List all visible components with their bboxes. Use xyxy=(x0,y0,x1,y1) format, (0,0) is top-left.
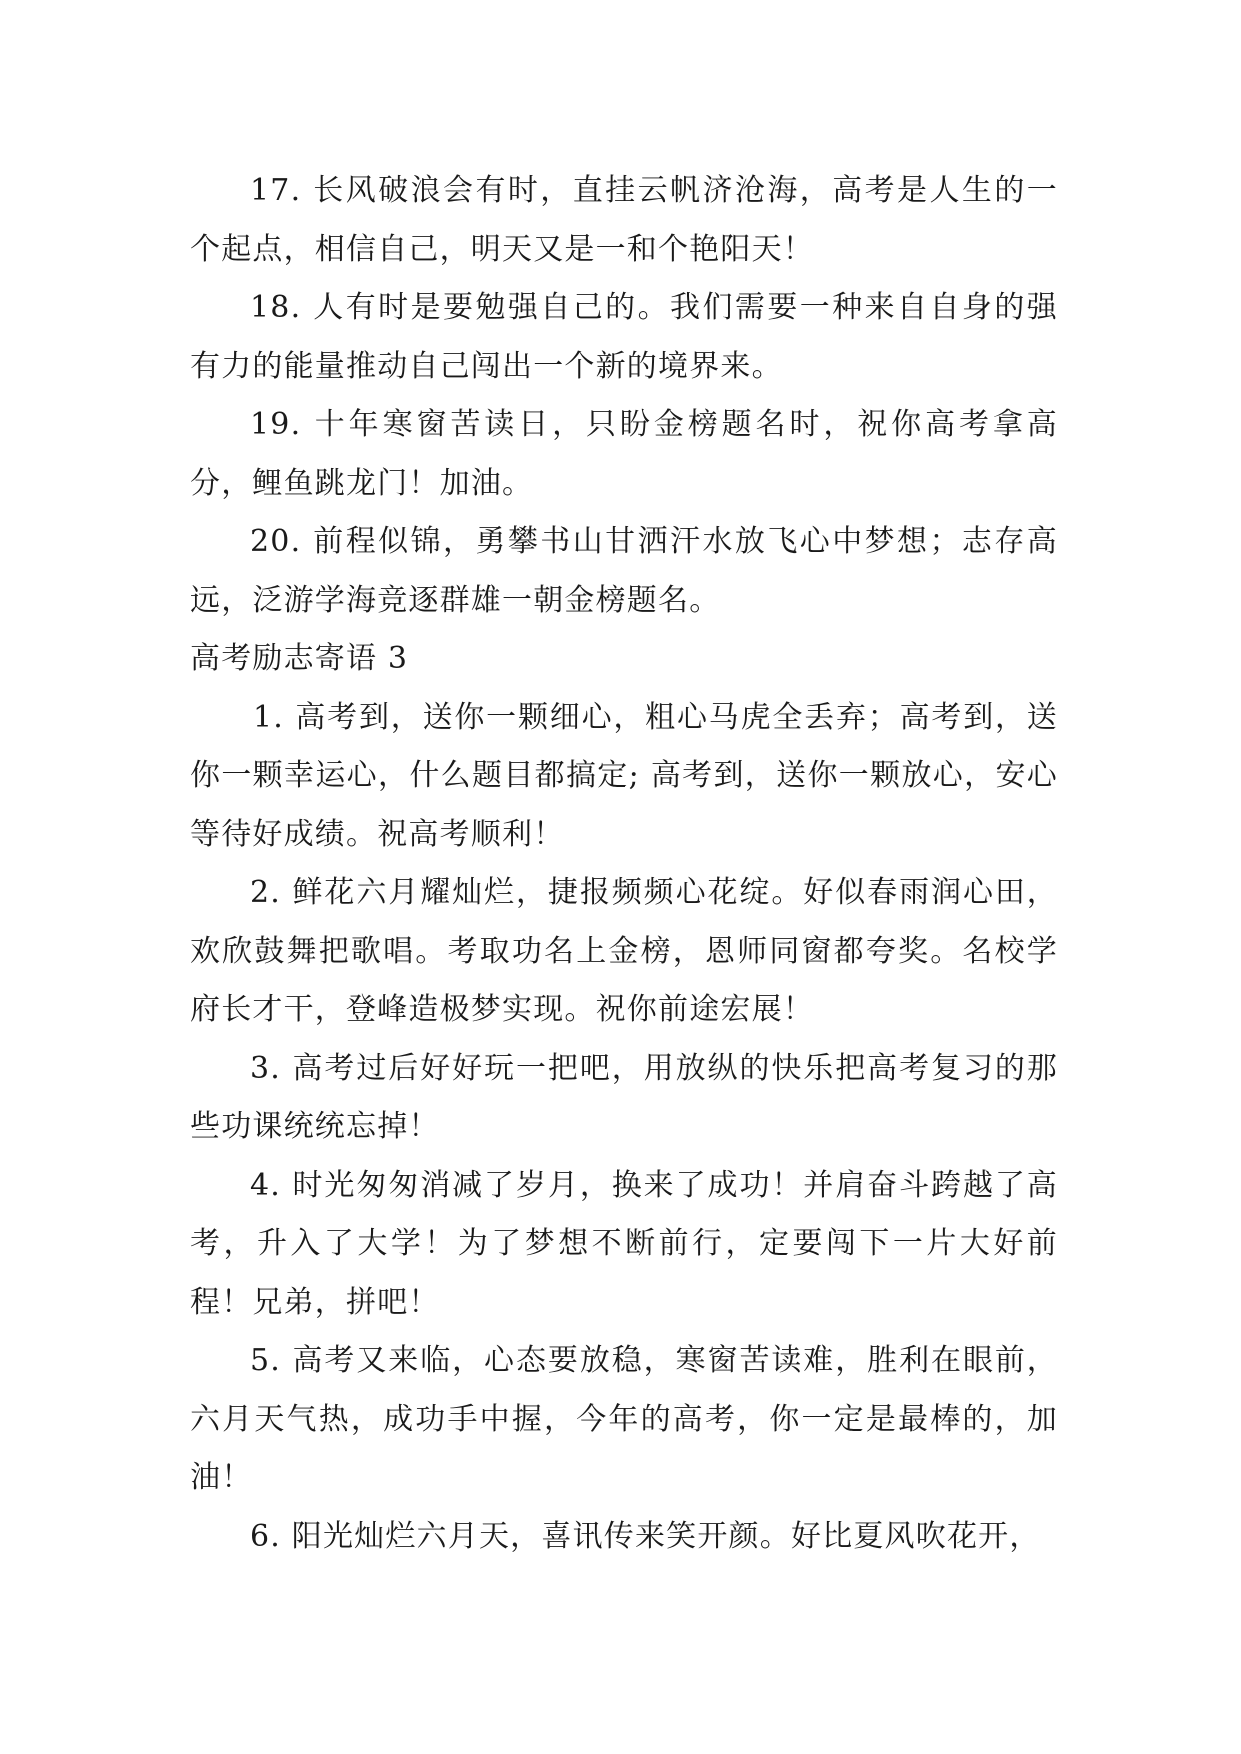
paragraph-item-19: 19. 十年寒窗苦读日，只盼金榜题名时，祝你高考拿高分，鲤鱼跳龙门！加油。 xyxy=(190,407,1058,501)
paragraph-item-5: 5. 高考又来临，心态要放稳，寒窗苦读难，胜利在眼前，六月天气热，成功手中握，今年的高考，你一定是最棒的，加油！ xyxy=(190,1343,1058,1495)
paragraph-item-2: 2. 鲜花六月耀灿烂，捷报频频心花绽。好似春雨润心田，欢欣鼓舞把歌唱。考取功名上金榜，恩师同窗都夸奖。名校学府长才干，登峰造极梦实现。祝你前途宏展！ xyxy=(190,875,1058,1027)
paragraph-item-17: 17. 长风破浪会有时，直挂云帆济沧海，高考是人生的一个起点，相信自己，明天又是一和个艳阳天！ xyxy=(190,173,1058,267)
paragraph-item-3: 3. 高考过后好好玩一把吧，用放纵的快乐把高考复习的那些功课统统忘掉！ xyxy=(190,1050,1058,1144)
paragraph-item-20: 20. 前程似锦，勇攀书山甘洒汗水放飞心中梦想；志存高远，泛游学海竞逐群雄一朝金榜题名。 xyxy=(190,524,1058,618)
paragraph-item-4: 4. 时光匆匆消减了岁月，换来了成功！并肩奋斗跨越了高考，升入了大学！为了梦想不断前行，定要闯下一片大好前程！兄弟，拼吧！ xyxy=(190,1167,1058,1320)
section-heading: 高考励志寄语 3 xyxy=(190,641,409,676)
paragraph-item-18: 18. 人有时是要勉强自己的。我们需要一种来自自身的强有力的能量推动自己闯出一个新的境界来。 xyxy=(190,290,1058,384)
paragraph-item-6: 6. 阳光灿烂六月天，喜讯传来笑开颜。好比夏风吹花开， xyxy=(250,1518,1041,1554)
paragraph-item-1: 1. 高考到，送你一颗细心，粗心马虎全丢弃；高考到，送你一颗幸运心，什么题目都搞定; 高考到，送你一颗放心，安心等待好成绩。祝高考顺利！ xyxy=(190,699,1058,852)
document-body xyxy=(190,162,1058,1566)
